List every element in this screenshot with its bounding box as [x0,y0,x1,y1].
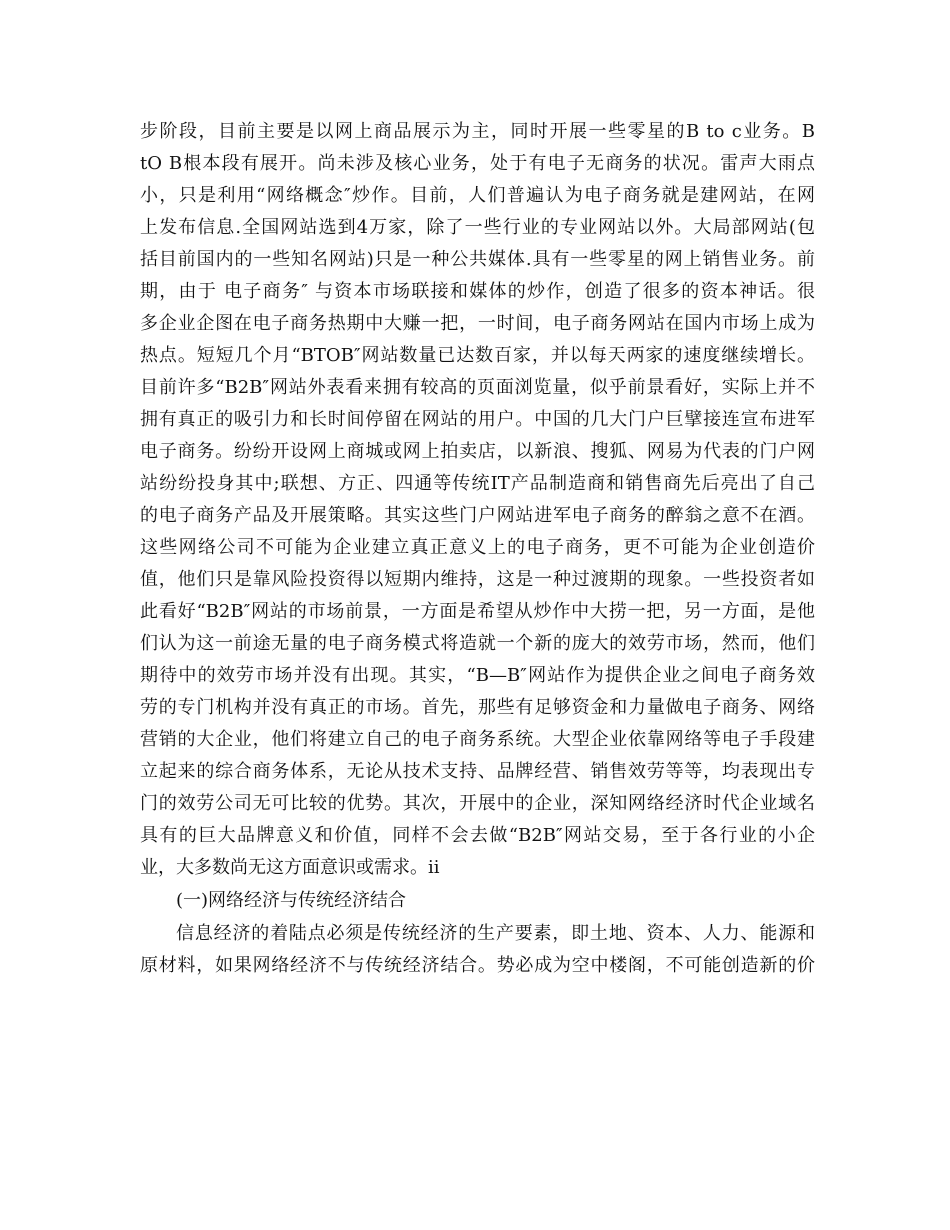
text-line: 这些网络公司不可能为企业建立真正意义上的电子商务，更不可能为企业创造价 [140,537,815,558]
text-line: 营销的大企业，他们将建立自己的电子商务系统。大型企业依靠网络等电子手段建 [140,729,815,750]
text-line: tO B根本段有展开。尚未涉及核心业务，处于有电子无商务的状况。雷声大雨点 [140,153,815,174]
text-line: 热点。短短几个月“BTOB″网站数量已达数百家，并以每天两家的速度继续增长。 [140,345,815,366]
text-line: 具有的巨大品牌意义和价值，同样不会去做“B2B″网站交易，至于各行业的小企 [140,825,815,846]
text-line: 此看好“B2B″网站的市场前景，一方面是希望从炒作中大捞一把，另一方面，是他 [140,601,815,622]
section-heading: (一)网络经济与传统经济结合 [176,890,407,911]
text-line: 信息经济的着陆点必须是传统经济的生产要素，即土地、资本、人力、能源和 [176,923,815,944]
text-line: 多企业企图在电子商务热期中大赚一把，一时间，电子商务网站在国内市场上成为 [140,313,815,334]
text-line: 站纷纷投身其中;联想、方正、四通等传统IT产品制造商和销售商先后亮出了自己 [140,473,815,494]
text-line: 业，大多数尚无这方面意识或需求。ii [140,857,440,878]
text-line: 小，只是利用“网络概念″炒作。目前，人们普遍认为电子商务就是建网站，在网 [140,185,815,206]
text-line: 目前许多“B2B″网站外表看来拥有较高的页面浏览量，似乎前景看好，实际上并不 [140,377,815,398]
text-line: 们认为这一前途无量的电子商务模式将造就一个新的庞大的效劳市场，然而，他们 [140,633,815,654]
text-line: 原材料，如果网络经济不与传统经济结合。势必成为空中楼阁，不可能创造新的价 [140,955,815,976]
text-line: 期，由于 电子商务″ 与资本市场联接和媒体的炒作，创造了很多的资本神话。很 [140,281,815,302]
text-line: 电子商务。纷纷开设网上商城或网上拍卖店，以新浪、搜狐、网易为代表的门户网 [140,441,815,462]
text-line: 的电子商务产品及开展策略。其实这些门户网站进军电子商务的醉翁之意不在酒。 [140,505,815,526]
text-line: 拥有真正的吸引力和长时间停留在网站的用户。中国的几大门户巨擘接连宣布进军 [140,409,815,430]
text-line: 步阶段，目前主要是以网上商品展示为主，同时开展一些零星的B to c业务。B [140,121,815,142]
text-line: 期待中的效劳市场并没有出现。其实，“B—B″网站作为提供企业之间电子商务效 [140,665,815,686]
text-line: 门的效劳公司无可比较的优势。其次，开展中的企业，深知网络经济时代企业域名 [140,793,815,814]
text-line: 上发布信息.全国网站选到4万家，除了一些行业的专业网站以外。大局部网站(包 [140,217,815,238]
text-line: 劳的专门机构并没有真正的市场。首先，那些有足够资金和力量做电子商务、网络 [140,697,815,718]
text-line: 值，他们只是靠风险投资得以短期内维持，这是一种过渡期的现象。一些投资者如 [140,569,815,590]
text-line: 立起来的综合商务体系，无论从技术支持、品牌经营、销售效劳等等，均表现出专 [140,761,815,782]
text-line: 括目前国内的一些知名网站)只是一种公共媒体.具有一些零星的网上销售业务。前 [140,249,815,270]
